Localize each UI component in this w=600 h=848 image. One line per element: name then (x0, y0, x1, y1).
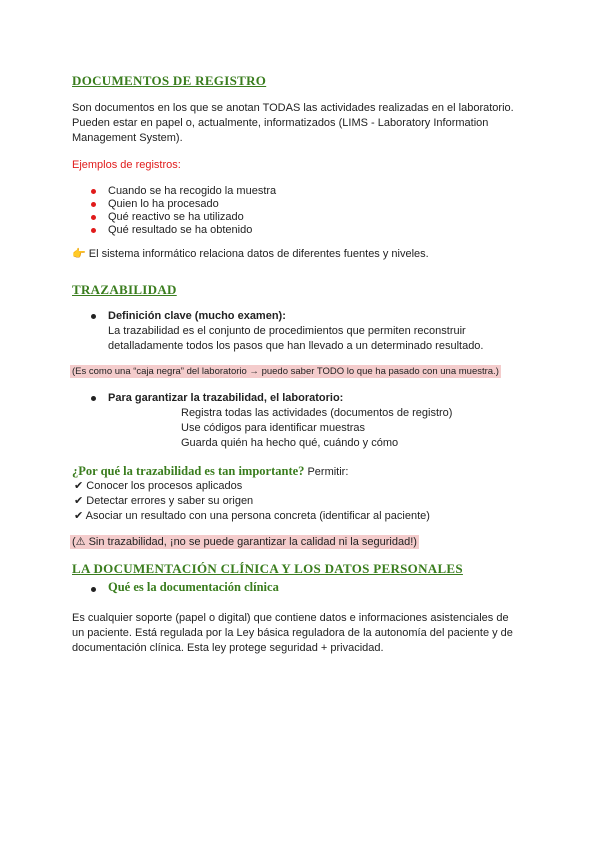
bullet-dot (91, 189, 96, 194)
example-item: Cuando se ha recogido la muestra (108, 185, 277, 197)
section-title-registro: DOCUMENTOS DE REGISTRO (72, 73, 267, 88)
bullet-dot (91, 314, 96, 319)
registro-note-text: El sistema informático relaciona datos de diferentes fuentes y niveles. (88, 248, 429, 260)
warning-text: (⚠ Sin trazabilidad, ¡no se puede garantizar la calidad ni la seguridad!) (72, 536, 417, 548)
documentacion-body-line-1: Es cualquier soporte (papel o digital) que contiene datos e informaciones asistenciales de (72, 612, 509, 624)
bullet-dot (91, 587, 96, 592)
documentacion-body-line-3: documentación clínica. Esta ley protege seguridad + privacidad. (72, 642, 384, 654)
example-item: Quien lo ha procesado (108, 198, 219, 210)
registro-intro-line-3: Management System). (72, 132, 183, 144)
why-question-heading: ¿Por qué la trazabilidad es tan importante? (72, 464, 305, 478)
why-item: ✔ Conocer los procesos aplicados (74, 480, 243, 492)
bullet-dot (91, 396, 96, 401)
black-box-highlight (70, 364, 501, 380)
registro-intro-line-1: Son documentos en los que se anotan TODAS las actividades realizadas en el laboratorio. (72, 102, 514, 114)
example-item: Qué resultado se ha obtenido (108, 224, 253, 236)
why-item: ✔ Detectar errores y saber su origen (74, 495, 254, 507)
registro-intro-line-2: Pueden estar en papel o, actualmente, informatizados (LIMS - Laboratory Information (72, 117, 489, 129)
section-title-documentacion: LA DOCUMENTACIÓN CLÍNICA Y LOS DATOS PERSONALES (72, 561, 463, 576)
why-item: ✔ Asociar un resultado con una persona concreta (identificar al paciente) (74, 510, 430, 522)
definition-label: Definición clave (mucho examen): (108, 310, 286, 322)
warning-note (70, 534, 419, 550)
example-item: Qué reactivo se ha utilizado (108, 211, 244, 223)
sub-bullet-documentacion: Qué es la documentación clínica (108, 580, 279, 594)
bullet-dot (91, 202, 96, 207)
examples-label: Ejemplos de registros: (72, 159, 181, 171)
bullet-dot (91, 215, 96, 220)
guarantee-item: Use códigos para identificar muestras (181, 422, 366, 434)
pointing-hand-icon: 👉 (72, 248, 86, 260)
guarantee-item: Guarda quién ha hecho qué, cuándo y cómo (181, 437, 399, 449)
guarantee-item: Registra todas las actividades (documentos de registro) (181, 407, 453, 419)
highlighted-text: (Es como una “caja negra” del laboratorio → puedo saber TODO lo que ha pasado con una muestra.) (72, 366, 499, 377)
registro-note (72, 246, 429, 262)
bullet-dot (91, 228, 96, 233)
definition-text-line-2: detalladamente todos los pasos que han llevado a un determinado resultado. (108, 340, 484, 352)
definition-text-line-1: La trazabilidad es el conjunto de procedimientos que permiten reconstruir (108, 325, 466, 337)
why-question-tail: Permitir: (304, 466, 349, 478)
documentacion-body-line-2: un paciente. Está regulada por la Ley básica reguladora de la autonomía del paciente y de (72, 627, 513, 639)
guarantee-label: Para garantizar la trazabilidad, el laboratorio: (108, 392, 344, 404)
section-title-trazabilidad: TRAZABILIDAD (72, 282, 177, 297)
